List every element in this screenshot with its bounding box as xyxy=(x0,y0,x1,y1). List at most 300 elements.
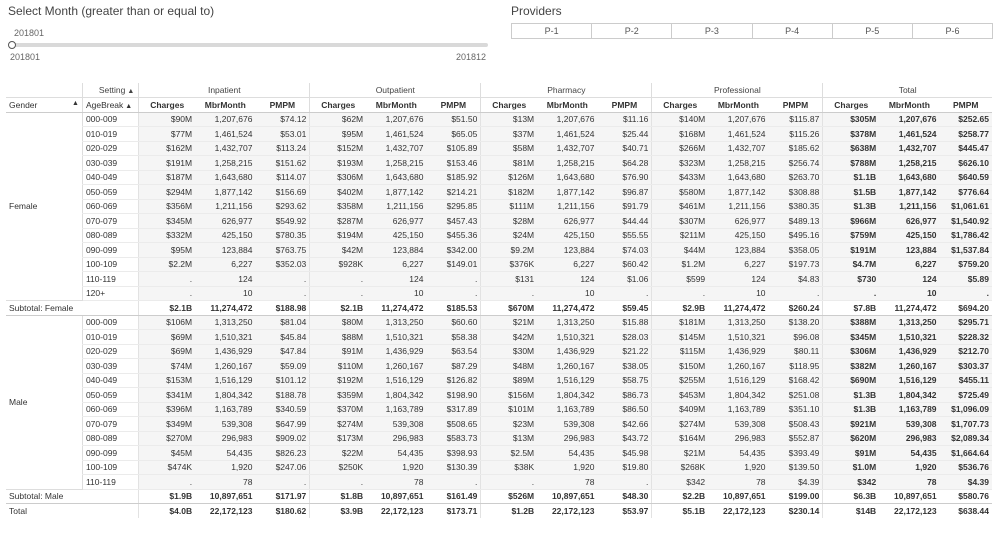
value-cell: 1,432,707 xyxy=(366,141,426,156)
value-cell: $1.9B xyxy=(139,489,195,504)
value-cell: 539,308 xyxy=(537,417,597,432)
value-cell: 1,643,680 xyxy=(366,170,426,185)
value-cell: $86.73 xyxy=(598,388,652,403)
value-cell: $255M xyxy=(652,373,708,388)
value-cell: $5.1B xyxy=(652,504,708,519)
value-cell: $552.87 xyxy=(769,431,823,446)
value-cell: . xyxy=(481,475,537,490)
value-cell: $776.64 xyxy=(940,185,992,200)
value-cell: 626,977 xyxy=(537,214,597,229)
value-cell: 1,516,129 xyxy=(366,373,426,388)
agebreak-cell: 030-039 xyxy=(82,156,138,171)
value-cell: $759M xyxy=(823,228,879,243)
value-cell: $638.44 xyxy=(940,504,992,519)
value-cell: $38K xyxy=(481,460,537,475)
provider-button-p4[interactable]: P-4 xyxy=(753,24,833,38)
measure-header-charges[interactable]: Charges xyxy=(481,98,537,113)
value-cell: $1.2B xyxy=(481,504,537,519)
value-cell: $599 xyxy=(652,272,708,287)
value-cell: $489.13 xyxy=(769,214,823,229)
value-cell: $76.90 xyxy=(598,170,652,185)
value-cell: . xyxy=(310,475,366,490)
table-row xyxy=(6,315,992,330)
value-cell: $193M xyxy=(310,156,366,171)
value-cell: 123,884 xyxy=(708,243,768,258)
value-cell: $1.3B xyxy=(823,402,879,417)
value-cell: $110M xyxy=(310,359,366,374)
value-cell: $111M xyxy=(481,199,537,214)
value-cell: 78 xyxy=(537,475,597,490)
value-cell: 1,258,215 xyxy=(537,156,597,171)
agebreak-cell: 030-039 xyxy=(82,359,138,374)
value-cell: $730 xyxy=(823,272,879,287)
value-cell: 1,510,321 xyxy=(537,330,597,345)
value-cell: $156M xyxy=(481,388,537,403)
value-cell: 1,643,680 xyxy=(708,170,768,185)
value-cell: 124 xyxy=(879,272,939,287)
value-cell: 1,920 xyxy=(195,460,255,475)
providers-title: Providers xyxy=(511,4,562,18)
group-header-professional: Professional xyxy=(652,83,823,98)
agebreak-cell: 010-019 xyxy=(82,127,138,142)
value-cell: $378M xyxy=(823,127,879,142)
value-cell: $256.74 xyxy=(769,156,823,171)
measure-header-pmpm[interactable]: PMPM xyxy=(598,98,652,113)
value-cell: $474K xyxy=(139,460,195,475)
value-cell: $455.36 xyxy=(426,228,480,243)
table-row xyxy=(6,243,992,258)
value-cell: $80M xyxy=(310,315,366,330)
value-cell: $140M xyxy=(652,112,708,127)
month-slider-track[interactable] xyxy=(12,43,488,47)
value-cell: 1,461,524 xyxy=(195,127,255,142)
value-cell: 1,877,142 xyxy=(537,185,597,200)
value-cell: $13M xyxy=(481,112,537,127)
table-row xyxy=(6,272,992,287)
value-cell: $145M xyxy=(652,330,708,345)
value-cell: 124 xyxy=(708,272,768,287)
value-cell: $115.26 xyxy=(769,127,823,142)
agebreak-cell: 040-049 xyxy=(82,170,138,185)
value-cell: $370M xyxy=(310,402,366,417)
value-cell: $87.29 xyxy=(426,359,480,374)
value-cell: 11,274,472 xyxy=(537,301,597,316)
value-cell: 1,804,342 xyxy=(879,388,939,403)
value-cell: $88M xyxy=(310,330,366,345)
value-cell: $549.92 xyxy=(255,214,309,229)
value-cell: $65.05 xyxy=(426,127,480,142)
value-cell: 123,884 xyxy=(879,243,939,258)
value-cell: 539,308 xyxy=(879,417,939,432)
value-cell: $307M xyxy=(652,214,708,229)
value-cell: $45M xyxy=(139,446,195,461)
table-row xyxy=(6,431,992,446)
value-cell: 626,977 xyxy=(879,214,939,229)
value-cell: 1,516,129 xyxy=(195,373,255,388)
provider-button-p1[interactable]: P-1 xyxy=(512,24,592,38)
agebreak-cell: 120+ xyxy=(82,286,138,301)
value-cell: $640.59 xyxy=(940,170,992,185)
value-cell: $139.50 xyxy=(769,460,823,475)
value-cell: 1,260,167 xyxy=(879,359,939,374)
setting-header-label: Setting xyxy=(98,85,126,95)
value-cell: $457.43 xyxy=(426,214,480,229)
value-cell: $306M xyxy=(823,344,879,359)
value-cell: $126M xyxy=(481,170,537,185)
table-row xyxy=(6,402,992,417)
value-cell: $182M xyxy=(481,185,537,200)
value-cell: 22,172,123 xyxy=(195,504,255,519)
value-cell: 1,510,321 xyxy=(366,330,426,345)
value-cell: $131 xyxy=(481,272,537,287)
value-cell: . xyxy=(139,272,195,287)
value-cell: 1,260,167 xyxy=(195,359,255,374)
value-cell: 539,308 xyxy=(366,417,426,432)
month-slider-title: Select Month (greater than or equal to) xyxy=(8,4,215,18)
value-cell: $58M xyxy=(481,141,537,156)
value-cell: 1,207,676 xyxy=(366,112,426,127)
value-cell: 1,432,707 xyxy=(195,141,255,156)
value-cell: 1,260,167 xyxy=(708,359,768,374)
value-cell: $58.75 xyxy=(598,373,652,388)
value-cell: . xyxy=(310,272,366,287)
value-cell: 425,150 xyxy=(537,228,597,243)
agebreak-cell: 060-069 xyxy=(82,402,138,417)
value-cell: 54,435 xyxy=(537,446,597,461)
value-cell: $156.69 xyxy=(255,185,309,200)
value-cell: 425,150 xyxy=(366,228,426,243)
value-cell: 10 xyxy=(537,286,597,301)
value-cell: $42M xyxy=(310,243,366,258)
gender-header[interactable] xyxy=(6,98,82,113)
setting-header[interactable] xyxy=(82,83,138,98)
value-cell: 1,211,156 xyxy=(879,199,939,214)
value-cell: $192M xyxy=(310,373,366,388)
value-cell: $4.0B xyxy=(139,504,195,519)
value-cell: 10,897,651 xyxy=(879,489,939,504)
agebreak-cell: 110-119 xyxy=(82,475,138,490)
value-cell: $2.5M xyxy=(481,446,537,461)
table-row xyxy=(6,344,992,359)
table-row xyxy=(6,214,992,229)
value-cell: $42.66 xyxy=(598,417,652,432)
value-cell: 1,920 xyxy=(366,460,426,475)
value-cell: . xyxy=(426,272,480,287)
value-cell: 1,313,250 xyxy=(195,315,255,330)
table-row xyxy=(6,185,992,200)
agebreak-cell: 010-019 xyxy=(82,330,138,345)
grand-total-label: Total xyxy=(6,504,139,519)
group-header-pharmacy: Pharmacy xyxy=(481,83,652,98)
value-cell: $826.23 xyxy=(255,446,309,461)
measure-header-mbrmonth[interactable]: MbrMonth xyxy=(708,98,768,113)
value-cell: $80.11 xyxy=(769,344,823,359)
subtotal-row xyxy=(6,301,992,316)
table-row xyxy=(6,446,992,461)
provider-button-p2[interactable]: P-2 xyxy=(592,24,672,38)
measure-header-charges[interactable]: Charges xyxy=(139,98,195,113)
value-cell: $151.62 xyxy=(255,156,309,171)
value-cell: 1,920 xyxy=(537,460,597,475)
table-row xyxy=(6,228,992,243)
value-cell: 425,150 xyxy=(708,228,768,243)
value-cell: $96.87 xyxy=(598,185,652,200)
agebreak-cell: 090-099 xyxy=(82,243,138,258)
value-cell: $101M xyxy=(481,402,537,417)
value-cell: $251.08 xyxy=(769,388,823,403)
value-cell: $402M xyxy=(310,185,366,200)
value-cell: 1,313,250 xyxy=(537,315,597,330)
measure-header-pmpm[interactable]: PMPM xyxy=(940,98,992,113)
value-cell: $763.75 xyxy=(255,243,309,258)
value-cell: . xyxy=(255,286,309,301)
sort-ascending-icon[interactable]: ▲ xyxy=(72,99,79,107)
value-cell: . xyxy=(481,286,537,301)
value-cell: $42M xyxy=(481,330,537,345)
value-cell: 10 xyxy=(708,286,768,301)
value-cell: $106M xyxy=(139,315,195,330)
value-cell: $647.99 xyxy=(255,417,309,432)
measure-header-mbrmonth[interactable]: MbrMonth xyxy=(195,98,255,113)
value-cell: 78 xyxy=(879,475,939,490)
value-cell: 54,435 xyxy=(879,446,939,461)
value-cell: 10,897,651 xyxy=(537,489,597,504)
value-cell: $89M xyxy=(481,373,537,388)
value-cell: $115M xyxy=(652,344,708,359)
agebreak-cell: 000-009 xyxy=(82,112,138,127)
value-cell: 296,983 xyxy=(366,431,426,446)
value-cell: $23M xyxy=(481,417,537,432)
value-cell: $28M xyxy=(481,214,537,229)
value-cell: $74.03 xyxy=(598,243,652,258)
value-cell: 1,436,929 xyxy=(879,344,939,359)
measure-header-charges[interactable]: Charges xyxy=(652,98,708,113)
agebreak-cell: 060-069 xyxy=(82,199,138,214)
subtotal-label: Subtotal: Male xyxy=(6,489,139,504)
value-cell: $453M xyxy=(652,388,708,403)
value-cell: $508.65 xyxy=(426,417,480,432)
value-cell: $59.45 xyxy=(598,301,652,316)
value-cell: $349M xyxy=(139,417,195,432)
group-header-inpatient: Inpatient xyxy=(139,83,310,98)
value-cell: $37M xyxy=(481,127,537,142)
value-cell: $393.49 xyxy=(769,446,823,461)
value-cell: $51.50 xyxy=(426,112,480,127)
value-cell: $105.89 xyxy=(426,141,480,156)
value-cell: $28.03 xyxy=(598,330,652,345)
value-cell: 296,983 xyxy=(537,431,597,446)
provider-button-p5[interactable]: P-5 xyxy=(833,24,913,38)
value-cell: 1,260,167 xyxy=(366,359,426,374)
value-cell: $168.42 xyxy=(769,373,823,388)
value-cell: $25.44 xyxy=(598,127,652,142)
value-cell: $306M xyxy=(310,170,366,185)
value-cell: $1.5B xyxy=(823,185,879,200)
value-cell: $69M xyxy=(139,330,195,345)
value-cell: $48.30 xyxy=(598,489,652,504)
value-cell: $270M xyxy=(139,431,195,446)
agebreak-cell: 020-029 xyxy=(82,344,138,359)
value-cell: $2.2M xyxy=(139,257,195,272)
value-cell: $928K xyxy=(310,257,366,272)
measure-header-pmpm[interactable]: PMPM xyxy=(255,98,309,113)
value-cell: 1,436,929 xyxy=(708,344,768,359)
value-cell: 123,884 xyxy=(537,243,597,258)
value-cell: $274M xyxy=(310,417,366,432)
value-cell: $323M xyxy=(652,156,708,171)
value-cell: $342 xyxy=(823,475,879,490)
value-cell: $118.95 xyxy=(769,359,823,374)
provider-button-p3[interactable]: P-3 xyxy=(672,24,752,38)
value-cell: $162M xyxy=(139,141,195,156)
value-cell: $274M xyxy=(652,417,708,432)
value-cell: . xyxy=(139,475,195,490)
value-cell: $2.9B xyxy=(652,301,708,316)
provider-button-p6[interactable]: P-6 xyxy=(913,24,992,38)
value-cell: $173.71 xyxy=(426,504,480,519)
measure-header-charges[interactable]: Charges xyxy=(310,98,366,113)
agebreak-header[interactable] xyxy=(82,98,138,113)
value-cell: $45.98 xyxy=(598,446,652,461)
value-cell: 22,172,123 xyxy=(366,504,426,519)
value-cell: 1,207,676 xyxy=(708,112,768,127)
value-cell: $228.32 xyxy=(940,330,992,345)
value-cell: $86.50 xyxy=(598,402,652,417)
measure-header-charges[interactable]: Charges xyxy=(823,98,879,113)
value-cell: $60.60 xyxy=(426,315,480,330)
measure-header-mbrmonth[interactable]: MbrMonth xyxy=(537,98,597,113)
agebreak-cell: 080-089 xyxy=(82,431,138,446)
value-cell: $376K xyxy=(481,257,537,272)
table-row xyxy=(6,373,992,388)
value-cell: $359M xyxy=(310,388,366,403)
measure-header-mbrmonth[interactable]: MbrMonth xyxy=(366,98,426,113)
value-cell: $95M xyxy=(139,243,195,258)
value-cell: $580.76 xyxy=(940,489,992,504)
value-cell: 1,211,156 xyxy=(708,199,768,214)
table-row xyxy=(6,127,992,142)
value-cell: $22M xyxy=(310,446,366,461)
value-cell: $580M xyxy=(652,185,708,200)
value-cell: 10,897,651 xyxy=(366,489,426,504)
value-cell: $308.88 xyxy=(769,185,823,200)
value-cell: $620M xyxy=(823,431,879,446)
measure-header-mbrmonth[interactable]: MbrMonth xyxy=(879,98,939,113)
value-cell: . xyxy=(426,286,480,301)
value-cell: 425,150 xyxy=(195,228,255,243)
value-cell: $21.22 xyxy=(598,344,652,359)
value-cell: 10,897,651 xyxy=(195,489,255,504)
value-cell: $1.0M xyxy=(823,460,879,475)
value-cell: $149.01 xyxy=(426,257,480,272)
table-row xyxy=(6,388,992,403)
value-cell: $260.24 xyxy=(769,301,823,316)
gender-row-header: Female xyxy=(6,112,82,301)
value-cell: 11,274,472 xyxy=(879,301,939,316)
value-cell: $445.47 xyxy=(940,141,992,156)
value-cell: $536.76 xyxy=(940,460,992,475)
value-cell: $2.2B xyxy=(652,489,708,504)
value-cell: 1,436,929 xyxy=(195,344,255,359)
value-cell: $356M xyxy=(139,199,195,214)
value-cell: $114.07 xyxy=(255,170,309,185)
value-cell: $153M xyxy=(139,373,195,388)
sort-ascending-icon[interactable]: ▲ xyxy=(125,102,133,110)
value-cell: 1,163,789 xyxy=(879,402,939,417)
value-cell: 123,884 xyxy=(195,243,255,258)
value-cell: $303.37 xyxy=(940,359,992,374)
measure-header-pmpm[interactable]: PMPM xyxy=(426,98,480,113)
value-cell: 1,920 xyxy=(708,460,768,475)
value-cell: $53.01 xyxy=(255,127,309,142)
value-cell: $4.39 xyxy=(769,475,823,490)
value-cell: $780.35 xyxy=(255,228,309,243)
value-cell: $45.84 xyxy=(255,330,309,345)
value-cell: 54,435 xyxy=(708,446,768,461)
value-cell: $81.04 xyxy=(255,315,309,330)
measure-header-pmpm[interactable]: PMPM xyxy=(769,98,823,113)
value-cell: 78 xyxy=(195,475,255,490)
value-cell: $40.71 xyxy=(598,141,652,156)
value-cell: $138.20 xyxy=(769,315,823,330)
table-row xyxy=(6,475,992,490)
value-cell: $185.92 xyxy=(426,170,480,185)
table-row xyxy=(6,141,992,156)
agebreak-cell: 100-109 xyxy=(82,257,138,272)
value-cell: 1,163,789 xyxy=(708,402,768,417)
value-cell: $966M xyxy=(823,214,879,229)
value-cell: $150M xyxy=(652,359,708,374)
value-cell: $1,540.92 xyxy=(940,214,992,229)
value-cell: $14B xyxy=(823,504,879,519)
value-cell: 1,313,250 xyxy=(879,315,939,330)
value-cell: 1,436,929 xyxy=(366,344,426,359)
value-cell: $188.98 xyxy=(255,301,309,316)
value-cell: $247.06 xyxy=(255,460,309,475)
month-slider-handle[interactable] xyxy=(8,41,16,49)
table-row xyxy=(6,112,992,127)
value-cell: 1,211,156 xyxy=(537,199,597,214)
value-cell: $53.97 xyxy=(598,504,652,519)
value-cell: $74M xyxy=(139,359,195,374)
crosstab-table xyxy=(6,83,992,518)
value-cell: $638M xyxy=(823,141,879,156)
value-cell: 11,274,472 xyxy=(708,301,768,316)
agebreak-cell: 100-109 xyxy=(82,460,138,475)
table-row xyxy=(6,460,992,475)
measure-header-row xyxy=(6,98,992,113)
value-cell: $287M xyxy=(310,214,366,229)
value-cell: $1,786.42 xyxy=(940,228,992,243)
value-cell: $191M xyxy=(139,156,195,171)
value-cell: $69M xyxy=(139,344,195,359)
table-row xyxy=(6,417,992,432)
value-cell: $433M xyxy=(652,170,708,185)
value-cell: . xyxy=(255,475,309,490)
value-cell: $13M xyxy=(481,431,537,446)
value-cell: $38.05 xyxy=(598,359,652,374)
value-cell: $60.42 xyxy=(598,257,652,272)
value-cell: 6,227 xyxy=(195,257,255,272)
value-cell: $317.89 xyxy=(426,402,480,417)
value-cell: 11,274,472 xyxy=(366,301,426,316)
value-cell: 1,163,789 xyxy=(537,402,597,417)
value-cell: $214.21 xyxy=(426,185,480,200)
value-cell: $77M xyxy=(139,127,195,142)
value-cell: 1,643,680 xyxy=(195,170,255,185)
sort-ascending-icon[interactable]: ▲ xyxy=(127,88,135,95)
value-cell: 1,258,215 xyxy=(708,156,768,171)
